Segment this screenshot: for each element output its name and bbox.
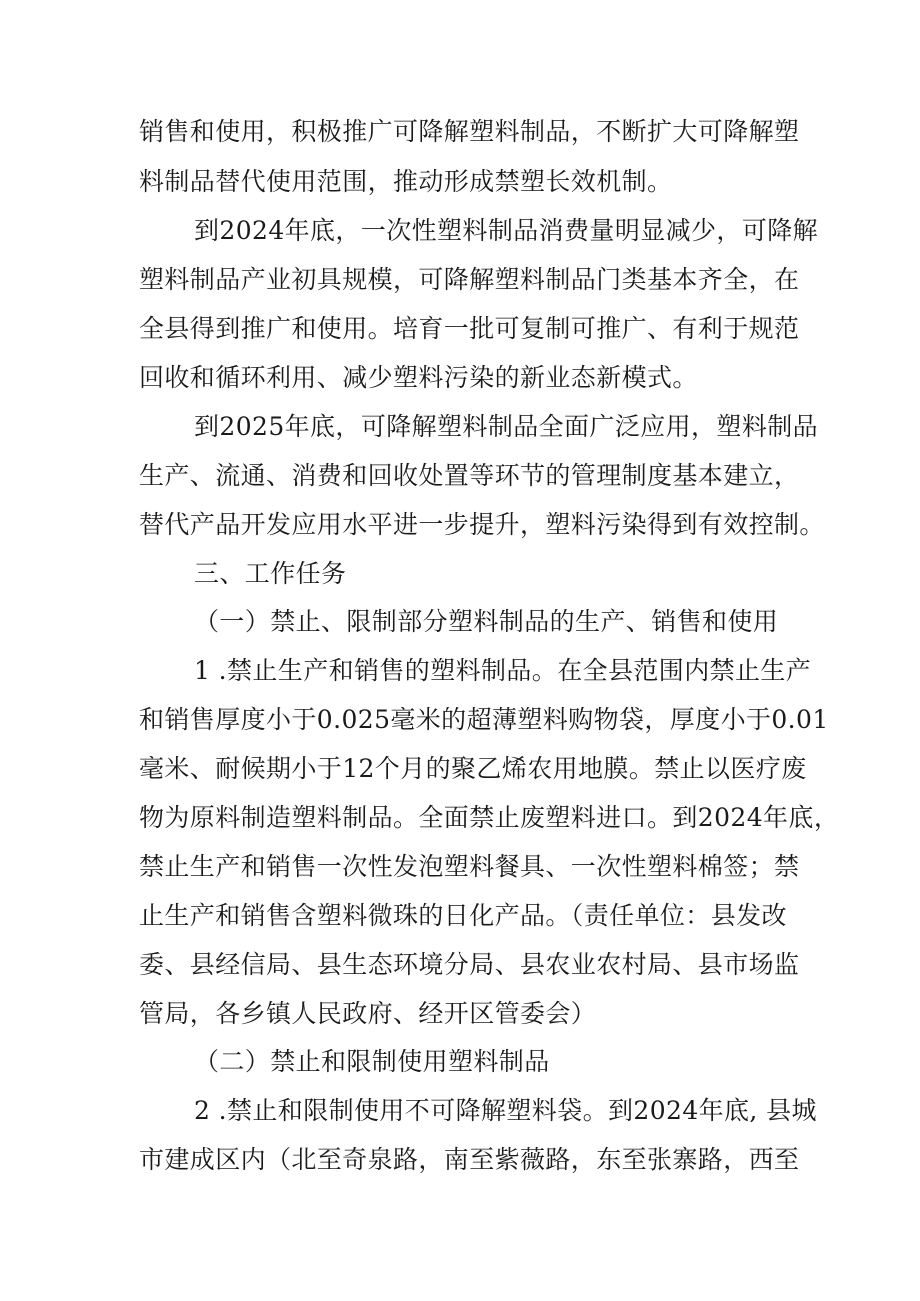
- subsection-heading-1: （一）禁止、限制部分塑料制品的生产、销售和使用: [194, 607, 779, 636]
- text-line-14: 毫米、耐候期小于12个月的聚乙烯农用地膜。禁止以医疗废: [139, 754, 807, 783]
- text-line-17: 止生产和销售含塑料微珠的日化产品。（责任单位：县发改: [139, 901, 787, 930]
- text-line-22: 市建成区内（北至奇泉路，南至紫薇路，东至张寨路，西至: [139, 1145, 800, 1174]
- text-line-1: 销售和使用，积极推广可降解塑料制品，不断扩大可降解塑: [139, 117, 800, 146]
- text-line-19: 管局，各乡镇人民政府、经开区管委会）: [139, 999, 597, 1028]
- text-line-12: 1 .禁止生产和销售的塑料制品。在全县范围内禁止生产: [194, 656, 812, 685]
- text-line-3: 到2024年底，一次性塑料制品消费量明显减少，可降解: [194, 216, 819, 245]
- text-line-13: 和销售厚度小于0.025毫米的超薄塑料购物袋，厚度小于0.01: [139, 705, 829, 734]
- text-line-18: 委、县经信局、县生态环境分局、县农业农村局、县市场监: [139, 950, 800, 979]
- subsection-heading-2: （二）禁止和限制使用塑料制品: [194, 1047, 550, 1076]
- text-line-16: 禁止生产和销售一次性发泡塑料餐具、一次性塑料棉签；禁: [139, 852, 800, 881]
- text-line-8: 生产、流通、消费和回收处置等环节的管理制度基本建立，: [139, 461, 800, 490]
- text-line-6: 回收和循环利用、减少塑料污染的新业态新模式。: [139, 363, 698, 392]
- text-line-7: 到2025年底，可降解塑料制品全面广泛应用，塑料制品: [194, 412, 819, 441]
- text-line-4: 塑料制品产业初具规模，可降解塑料制品门类基本齐全，在: [139, 265, 800, 294]
- section-heading-3: 三、工作任务: [194, 559, 347, 588]
- text-line-2: 料制品替代使用范围，推动形成禁塑长效机制。: [139, 167, 673, 196]
- text-line-5: 全县得到推广和使用。培育一批可复制可推广、有利于规范: [139, 314, 800, 343]
- text-line-15: 物为原料制造塑料制品。全面禁止废塑料进口。到2024年底，: [139, 803, 840, 832]
- text-line-21: 2 .禁止和限制使用不可降解塑料袋。到2024年底, 县城: [194, 1096, 817, 1125]
- text-line-9: 替代产品开发应用水平进一步提升，塑料污染得到有效控制。: [139, 510, 825, 539]
